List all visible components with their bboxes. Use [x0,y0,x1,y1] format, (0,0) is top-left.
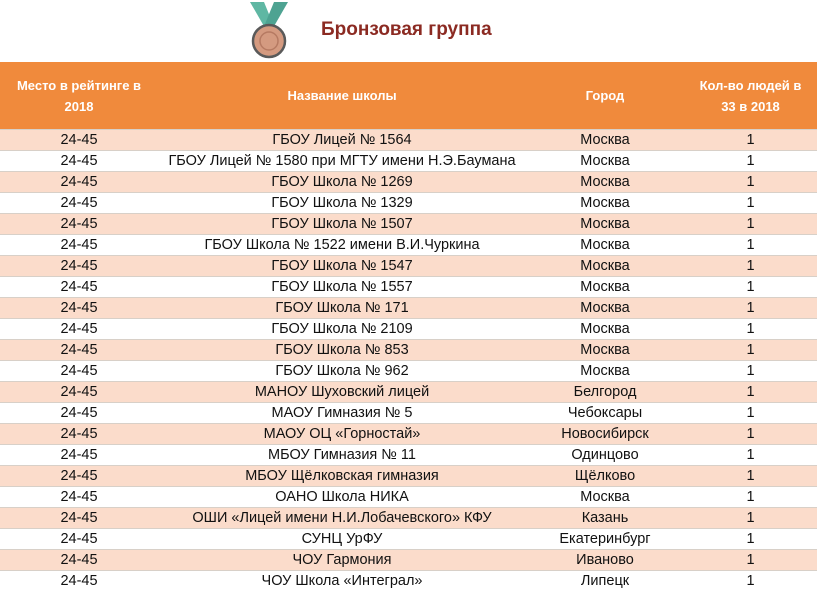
table-row [0,424,817,445]
schools-table [0,62,817,591]
city-cell: Казань [526,508,684,529]
city-cell: Москва [526,235,684,256]
school-name-cell: ГБОУ Школа № 962 [158,361,526,382]
table-row [0,466,817,487]
school-name-cell: ГБОУ Школа № 1507 [158,214,526,235]
school-name-cell: ГБОУ Школа № 1547 [158,256,526,277]
rank-cell: 24-45 [0,172,158,193]
table-row [0,256,817,277]
count-cell: 1 [684,235,817,256]
count-cell: 1 [684,466,817,487]
title-bar [0,0,817,62]
table-row [0,298,817,319]
school-name-cell: МБОУ Гимназия № 11 [158,445,526,466]
count-cell: 1 [684,571,817,592]
city-cell: Москва [526,193,684,214]
table-row [0,319,817,340]
rank-cell: 24-45 [0,256,158,277]
city-cell: Екатеринбург [526,529,684,550]
count-cell: 1 [684,424,817,445]
count-cell: 1 [684,151,817,172]
table-row [0,382,817,403]
city-cell: Москва [526,256,684,277]
header-rank-label: Место в рейтинге в 2018 [16,77,142,114]
city-cell: Москва [526,319,684,340]
table-row [0,361,817,382]
table-row [0,277,817,298]
school-name-cell: ГБОУ Школа № 1329 [158,193,526,214]
city-cell: Москва [526,361,684,382]
rank-cell: 24-45 [0,130,158,151]
school-name-cell: ОШИ «Лицей имени Н.И.Лобачевского» КФУ [158,508,526,529]
table-row [0,193,817,214]
school-name-cell: ГБОУ Лицей № 1564 [158,130,526,151]
count-cell: 1 [684,445,817,466]
rank-cell: 24-45 [0,214,158,235]
header-count [684,62,817,130]
count-cell: 1 [684,382,817,403]
table-row [0,550,817,571]
count-cell: 1 [684,361,817,382]
count-cell: 1 [684,277,817,298]
school-name-cell: ГБОУ Школа № 1557 [158,277,526,298]
table-row [0,487,817,508]
city-cell: Новосибирск [526,424,684,445]
rank-cell: 24-45 [0,319,158,340]
city-cell: Чебоксары [526,403,684,424]
count-cell: 1 [684,214,817,235]
count-cell: 1 [684,172,817,193]
table-row [0,445,817,466]
table-header [0,62,817,130]
count-cell: 1 [684,403,817,424]
city-cell: Иваново [526,550,684,571]
school-name-cell: ЧОУ Школа «Интеграл» [158,571,526,592]
city-cell: Белгород [526,382,684,403]
city-cell: Москва [526,130,684,151]
school-name-cell: ГБОУ Школа № 2109 [158,319,526,340]
school-name-cell: ГБОУ Школа № 1522 имени В.И.Чуркина [158,235,526,256]
table-row [0,214,817,235]
rank-cell: 24-45 [0,445,158,466]
school-name-cell: ГБОУ Школа № 171 [158,298,526,319]
city-cell: Москва [526,172,684,193]
city-cell: Москва [526,298,684,319]
count-cell: 1 [684,193,817,214]
rank-cell: 24-45 [0,529,158,550]
rank-cell: 24-45 [0,571,158,592]
table-row [0,151,817,172]
table-row [0,130,817,151]
school-name-cell: ГБОУ Школа № 1269 [158,172,526,193]
header-school: Название школы [158,62,526,130]
table-row [0,571,817,592]
city-cell: Москва [526,277,684,298]
count-cell: 1 [684,550,817,571]
rank-cell: 24-45 [0,424,158,445]
rank-cell: 24-45 [0,277,158,298]
rank-cell: 24-45 [0,151,158,172]
count-cell: 1 [684,487,817,508]
header-rank [0,62,158,130]
city-cell: Одинцово [526,445,684,466]
rank-cell: 24-45 [0,193,158,214]
table-row [0,403,817,424]
count-cell: 1 [684,256,817,277]
rank-cell: 24-45 [0,382,158,403]
city-cell: Москва [526,151,684,172]
rank-cell: 24-45 [0,466,158,487]
rank-cell: 24-45 [0,508,158,529]
table-row [0,340,817,361]
school-name-cell: ОАНО Школа НИКА [158,487,526,508]
rank-cell: 24-45 [0,487,158,508]
count-cell: 1 [684,130,817,151]
table-row [0,508,817,529]
table-row [0,172,817,193]
rank-cell: 24-45 [0,298,158,319]
count-cell: 1 [684,529,817,550]
city-cell: Москва [526,214,684,235]
school-name-cell: ГБОУ Школа № 853 [158,340,526,361]
rank-cell: 24-45 [0,403,158,424]
school-name-cell: МАНОУ Шуховский лицей [158,382,526,403]
bronze-medal-icon [244,2,294,60]
school-name-cell: ГБОУ Лицей № 1580 при МГТУ имени Н.Э.Баумана [158,151,526,172]
school-name-cell: МБОУ Щёлковская гимназия [158,466,526,487]
school-name-cell: ЧОУ Гармония [158,550,526,571]
count-cell: 1 [684,340,817,361]
header-city: Город [526,62,684,130]
rank-cell: 24-45 [0,361,158,382]
school-name-cell: МАОУ Гимназия № 5 [158,403,526,424]
city-cell: Москва [526,340,684,361]
city-cell: Москва [526,487,684,508]
city-cell: Щёлково [526,466,684,487]
table-row [0,529,817,550]
rank-cell: 24-45 [0,550,158,571]
page-title: Бронзовая группа [321,19,492,40]
city-cell: Липецк [526,571,684,592]
school-name-cell: СУНЦ УрФУ [158,529,526,550]
rank-cell: 24-45 [0,235,158,256]
rank-cell: 24-45 [0,340,158,361]
table-row [0,235,817,256]
header-count-label: Кол-во людей в 33 в 2018 [699,77,802,114]
school-name-cell: МАОУ ОЦ «Горностай» [158,424,526,445]
count-cell: 1 [684,508,817,529]
count-cell: 1 [684,319,817,340]
count-cell: 1 [684,298,817,319]
